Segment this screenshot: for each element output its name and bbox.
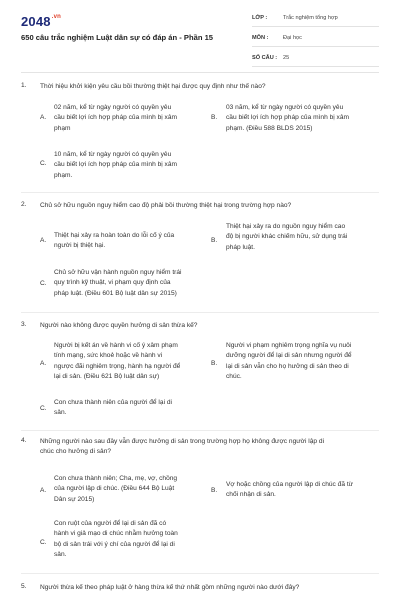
meta-count-row (252, 52, 379, 67)
document-header (0, 0, 400, 68)
meta-class-row (252, 12, 379, 27)
option-c[interactable]: Chủ sở hữu vận hành nguồn nguy hiểm trái quy trình kỹ thuật, vi phạm quy định của pháp luật. (Điều 601 Bộ luật dân sự 2015) (54, 269, 182, 297)
option-b[interactable]: 03 năm, kể từ ngày người có quyền yêu cầu biết lợi ích hợp pháp của mình bị xâm phạm. (Điều 588 BLDS 2015) (226, 104, 350, 132)
option-letter: A. (40, 114, 47, 121)
option-letter: C. (40, 160, 47, 167)
option-b[interactable]: Thiệt hại xảy ra do nguồn nguy hiểm cao độ bị người khác chiếm hữu, sử dụng trái pháp luật. (226, 223, 348, 251)
option-b[interactable]: Người vi phạm nghiêm trọng nghĩa vụ nuôi dưỡng người để lại di sản nhưng người để lại di sản vẫn cho họ hưởng di sản theo di chúc. (226, 342, 352, 381)
question-text: Chủ sở hữu nguồn nguy hiểm cao độ phải bồi thường thiệt hại trong trường hợp nào? (40, 202, 292, 209)
meta-label: MÔN : (252, 35, 269, 41)
question-text: Người thừa kế theo pháp luật ở hàng thừa kế thứ nhất gồm những người nào dưới đây? (40, 584, 300, 591)
question-number: 5. (21, 583, 27, 590)
meta-value: Đại học (283, 35, 302, 41)
site-logo[interactable]: $2048^{.vn}$ (21, 14, 62, 29)
question-divider (21, 192, 379, 193)
option-letter: B. (211, 114, 218, 121)
option-c[interactable]: 10 năm, kể từ ngày người có quyền yêu cầu biết lợi ích hợp pháp của mình bị xâm phạm. (54, 151, 178, 179)
option-letter: A. (40, 237, 47, 244)
meta-subject-row (252, 32, 379, 47)
option-letter: A. (40, 487, 47, 494)
option-a[interactable]: Người bị kết án về hành vi cố ý xâm phạm tính mạng, sức khoẻ hoặc về hành vi ngược đãi nghiêm trọng, hành hạ người để lại di sản. (Điều 621 Bộ luật dân sự) (54, 342, 181, 381)
meta-value: Trắc nghiệm tổng hợp (283, 15, 338, 21)
option-a[interactable]: Con chưa thành niên; Cha, mẹ, vợ, chồng của người lập di chúc. (Điều 644 Bộ Luật Dân sự 2015) (54, 475, 178, 503)
question-divider (21, 573, 379, 574)
meta-info (252, 12, 379, 72)
option-c[interactable]: Con chưa thành niên của người để lại di sản. (54, 399, 172, 417)
question-number: 1. (21, 82, 27, 89)
option-letter: B. (211, 487, 218, 494)
meta-label: SỐ CÂU : (252, 55, 278, 61)
question-divider (21, 312, 379, 313)
option-letter: B. (211, 360, 218, 367)
document-title: 650 câu trắc nghiệm Luật dân sự có đáp án - Phần 15 (21, 33, 214, 42)
option-letter: C. (40, 280, 47, 287)
question-number: 2. (21, 201, 27, 208)
option-letter: C. (40, 405, 47, 412)
meta-value: 25 (283, 55, 290, 61)
option-c[interactable]: Con ruột của người để lại di sản đã có hành vi giả mạo di chúc nhằm hưởng toàn bộ di sản trái với ý chí của người để lại di sản. (54, 520, 178, 559)
question-divider (21, 430, 379, 431)
option-a[interactable]: Thiệt hại xảy ra hoàn toàn do lỗi cố ý của người bị thiệt hại. (54, 232, 175, 250)
option-letter: A. (40, 360, 47, 367)
option-letter: B. (211, 237, 218, 244)
meta-label: LỚP : (252, 15, 268, 21)
question-text: Người nào không được quyền hưởng di sản thừa kế? (40, 322, 198, 329)
option-a[interactable]: 02 năm, kể từ ngày người có quyền yêu cầu biết lợi ích hợp pháp của mình bị xâm phạm (54, 104, 178, 132)
option-b[interactable]: Vợ hoặc chồng của người lập di chúc đã từ chối nhận di sản. (226, 481, 354, 499)
header-divider (21, 72, 379, 73)
question-number: 3. (21, 321, 27, 328)
question-number: 4. (21, 437, 27, 444)
question-text: Thời hiệu khởi kiện yêu cầu bồi thường thiệt hại được quy định như thế nào? (40, 83, 266, 90)
question-text: Những người nào sau đây vẫn được hưởng di sản trong trường hợp họ không được người lập di chúc cho hưởng di sản? (40, 438, 325, 455)
option-letter: C. (40, 539, 47, 546)
